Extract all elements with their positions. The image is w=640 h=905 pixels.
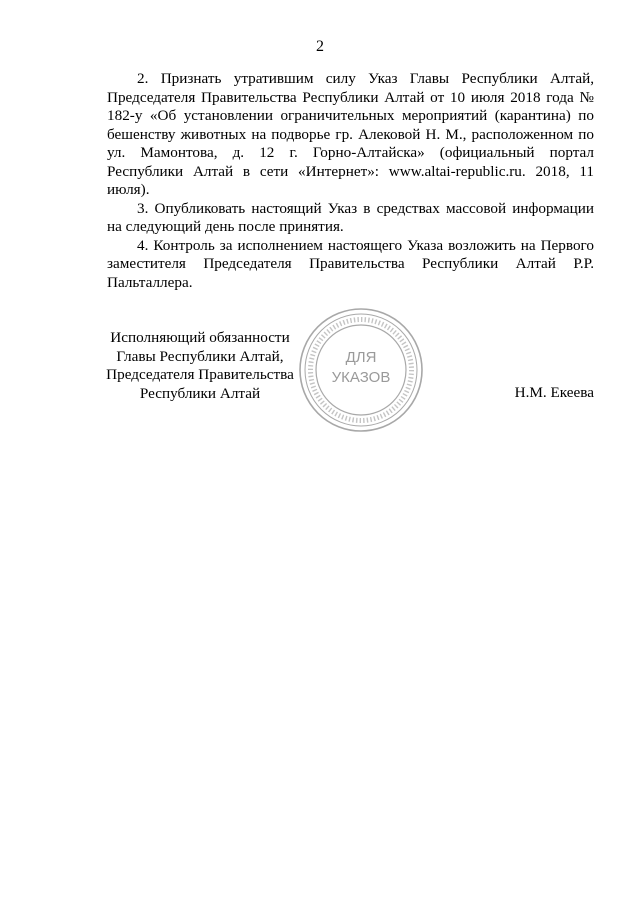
decree-body <box>107 70 594 292</box>
official-seal-stamp <box>296 305 426 435</box>
stamp-text-line2: УКАЗОВ <box>331 369 391 386</box>
signatory-name: Н.М. Екеева <box>514 384 594 401</box>
signatory-title <box>100 329 300 403</box>
paragraph-3: 3. Опубликовать настоящий Указ в средствах массовой информации на следующий день после принятия. <box>107 199 594 235</box>
paragraph-2: 2. Признать утратившим силу Указ Главы Республики Алтай, Председателя Правительства Республики Алтай от 10 июля 2018 года № 182-у «Об установлении ограничительных мероприятий (карантина) по бешенству животных на подворье гр. Алековой Н. М., расположенном по ул. Мамонтова, д. 12 г. Горно-Алтайска» (официальный портал Республики Алтай в сети «Интернет»: www.altai-republic.ru. 2018, 11 июля). <box>107 70 594 198</box>
signatory-title-line: Исполняющий обязанности <box>110 329 290 346</box>
signatory-title-line: Главы Республики Алтай, <box>116 347 284 365</box>
signatory-title-line: Республики Алтай <box>139 384 261 402</box>
page-number: 2 <box>316 38 324 55</box>
stamp-text-line1: ДЛЯ <box>345 349 377 366</box>
signatory-title-line: Председателя Правительства <box>106 366 294 383</box>
paragraph-4: 4. Контроль за исполнением настоящего Указа возложить на Первого заместителя Председателя Правительства Республики Алтай Р.Р. Пальталлера. <box>107 236 594 291</box>
